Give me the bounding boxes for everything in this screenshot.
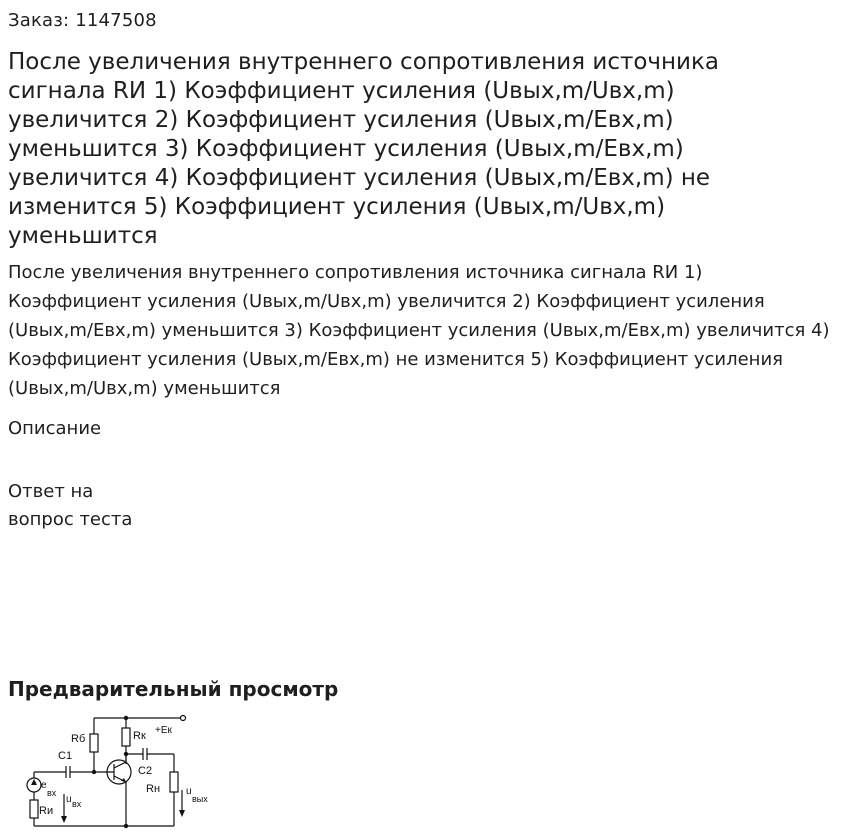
description-text [8,478,178,534]
label-uout-symbol: u [186,786,192,797]
label-ek: +Eк [155,725,172,736]
label-uout-subscript: вых [192,794,208,804]
description-line: вопрос теста [8,509,133,530]
label-uin-subscript: вх [72,799,82,809]
label-c2: C2 [138,765,153,777]
preview-image [8,708,228,833]
description-line: Ответ на [8,481,94,502]
label-ri: Rи [39,805,54,817]
question-text: После увеличения внутреннего сопротивления источника сигнала RИ 1) Коэффициент усиления (Uвых,m/Uвх,m) увеличится 2) Коэффициент усиления (Uвых,m/Eвх,m) уменьшится 3) Коэффициент усиления (Uвых,m/Eвх,m) увеличится 4) Коэффициент усиления (Uвых,m/Eвх,m) не изменится 5) Коэффициент усиления (Uвых,m/Uвх,m) уменьшится [8,262,830,399]
label-rn: Rн [146,783,161,795]
order-number: Заказ: 1147508 [8,10,157,31]
label-uin-symbol: u [66,794,72,805]
circuit-diagram [8,708,228,833]
label-e-symbol: e [41,780,47,791]
description-heading: Описание [8,418,102,439]
label-c1: C1 [58,750,73,762]
preview-heading: Предварительный просмотр [8,677,339,701]
page-title: После увеличения внутреннего сопротивления источника сигнала RИ 1) Коэффициент усиления (Uвых,m/Uвх,m) увеличится 2) Коэффициент усиления (Uвых,m/Eвх,m) уменьшится 3) Коэффициент усиления (Uвых,m/Eвх,m) увеличится 4) Коэффициент усиления (Uвых,m/Eвх,m) не изменится 5) Коэффициент усиления (Uвых,m/Uвх,m) уменьшится [8,49,719,249]
label-e-subscript: вх [47,788,57,798]
label-rb: Rб [71,733,86,745]
label-rk: Rк [133,730,146,742]
